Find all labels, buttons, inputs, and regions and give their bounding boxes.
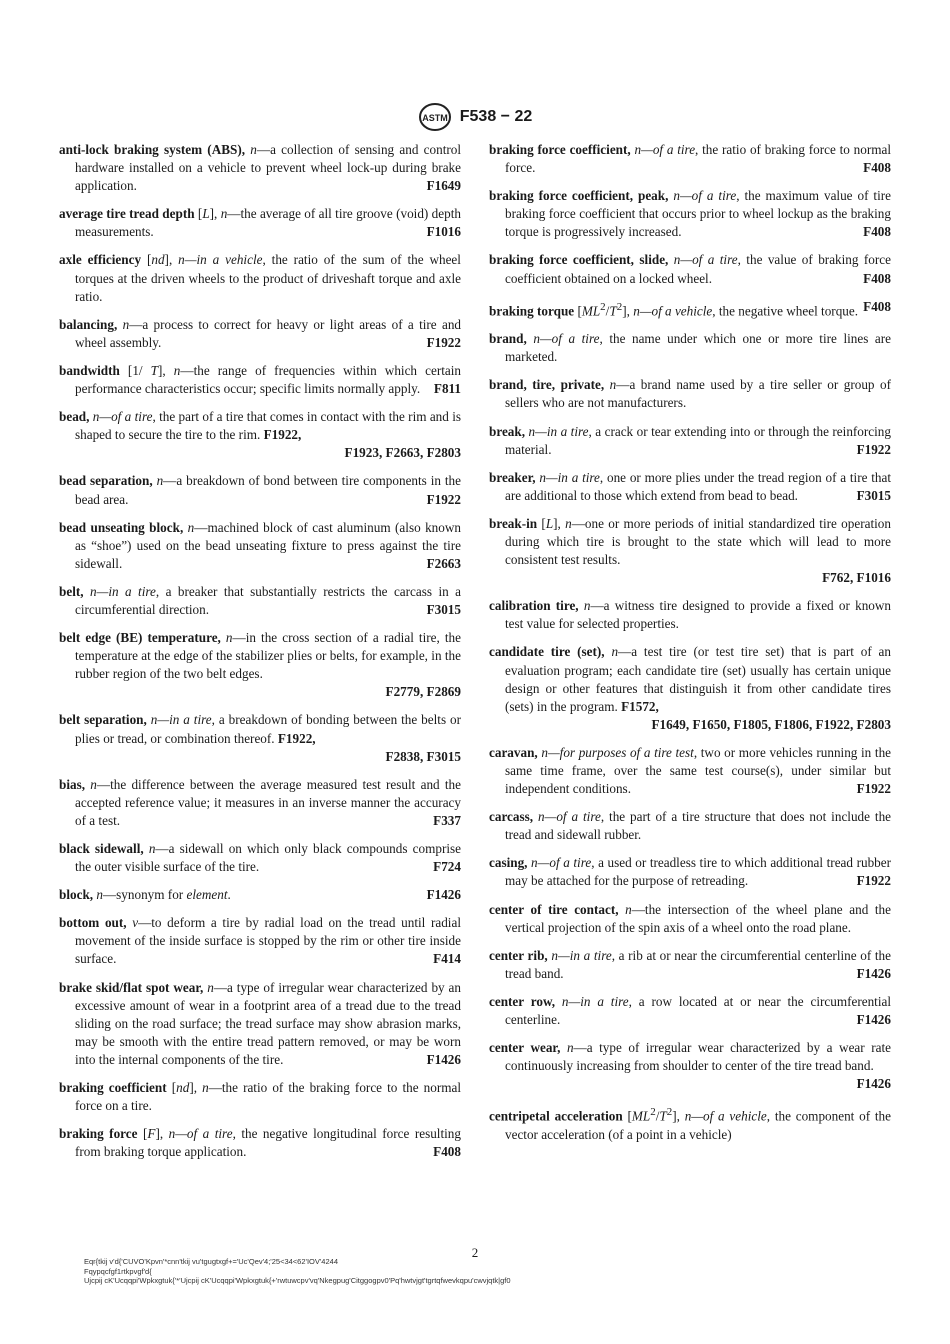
entry-reference: F1923, F2663, F2803 (344, 445, 461, 461)
glossary-entry: break, n—in a tire, a crack or tear extending into or through the reinforcing material. F1922 (489, 423, 891, 459)
entry-reference: F1426 (856, 1012, 891, 1028)
license-footer (84, 1257, 784, 1286)
entry-reference: F811 (433, 381, 461, 397)
page-header (0, 102, 950, 132)
glossary-entry: brand, n—of a tire, the name under which one or more tire lines are marketed. (489, 331, 892, 365)
glossary-entry: belt separation, n—in a tire, a breakdown of bonding between the belts or plies or tread, or combination thereof. F1922, F2838, F3015 (59, 711, 461, 765)
entry-reference: F3015 (856, 487, 891, 503)
entry-reference: F2663 (426, 555, 461, 571)
glossary-entry: center row, n—in a tire, a row located at or near the circumferential centerline. F1426 (489, 993, 891, 1029)
glossary-entry: brake skid/flat spot wear, n—a type of irregular wear characterized by an excessive amount of wear in a footprint area of a tread due to the tread sliding on the road surface; the tread surface may show abrasion marks, may be smooth with the entire tread pattern removed, or may be worn into the internal components of the tire. F1426 (59, 979, 461, 1069)
glossary-entry: break-in [L], n—one or more periods of initial standardized tire operation during which tire is brought to the state which will lead to more consistent test results. F762, F1016 (489, 515, 891, 587)
glossary-entry: brand, tire, private, n—a brand name used by a tire seller or group of sellers who are not manufacturers. (489, 377, 891, 411)
entry-reference: F408 (863, 224, 891, 240)
glossary-entry: bottom out, v—to deform a tire by radial load on the tread until radial movement of the inside surface is stopped by the rim or other tire inside surface. F414 (59, 914, 461, 968)
glossary-entry: center of tire contact, n—the intersection of the wheel plane and the vertical projection of the spin axis of a wheel onto the road plane. (489, 901, 892, 935)
entry-reference: F1922 (856, 873, 891, 889)
entry-reference: F1922 (426, 491, 461, 507)
glossary-entry: balancing, n—a process to correct for heavy or light areas of a tire and wheel assembly. F1922 (59, 316, 461, 352)
entry-reference: F1426 (856, 1076, 891, 1092)
footer-line: Fqypqcfgf1rtkpvgf'd{ (84, 1266, 152, 1276)
astm-logo-icon (418, 102, 452, 132)
glossary-entry: center rib, n—in a tire, a rib at or near the circumferential centerline of the tread band. F1426 (489, 947, 891, 983)
glossary-entry: candidate tire (set), n—a test tire (or test tire set) that is part of an evaluation program; each candidate tire (set) usually has certain unique design or other features that distinguish it from other candidate tires (sets) in the program. F1572, F1649, F1650, F1805, F1806, F1922, F2803 (489, 643, 891, 733)
glossary-entry: bias, n—the difference between the average measured test result and the accepted reference value; it measures in an inverse manner the accuracy of a test. F337 (59, 776, 461, 830)
glossary-entry: black sidewall, n—a sidewall on which only black compounds comprise the outer visible surface of the tire. F724 (59, 840, 461, 876)
glossary-entry: belt, n—in a tire, a breaker that substantially restricts the carcass in a circumferential direction. F3015 (59, 583, 461, 619)
entry-reference: F408 (863, 298, 891, 314)
svg-text:ASTM: ASTM (422, 113, 448, 123)
glossary-entry: braking force [F], n—of a tire, the negative longitudinal force resulting from braking torque application. F408 (59, 1125, 461, 1161)
standard-designation: F538 − 22 (459, 108, 533, 125)
glossary-entry: caravan, n—for purposes of a tire test, two or more vehicles running in the same time frame, over the same test course(s), under similar but independent conditions. F1922 (489, 744, 891, 798)
entry-reference: F1649 (426, 178, 461, 194)
right-column (489, 141, 891, 1154)
entry-reference: F1922 (856, 781, 891, 797)
entry-reference: F1922 (426, 334, 461, 350)
entry-reference: F2779, F2869 (385, 684, 461, 700)
entry-reference: F1922 (856, 441, 891, 457)
glossary-entry: breaker, n—in a tire, one or more plies under the tread region of a tire that are additional to those which extend from bead to bead. F3015 (489, 469, 891, 505)
entry-reference: F1426 (426, 1051, 461, 1067)
entry-reference: F1649, F1650, F1805, F1806, F1922, F2803 (651, 716, 891, 732)
entry-reference: F724 (433, 859, 461, 875)
glossary-entry: anti-lock braking system (ABS), n—a collection of sensing and control hardware installed on a vehicle to prevent wheel lock-up during brake application. F1649 (59, 141, 461, 195)
glossary-entry: braking coefficient [nd], n—the ratio of the braking force to the normal force on a tire. (59, 1080, 461, 1114)
glossary-entry: centripetal acceleration $[ML^2/T^2]$, n—of a vehicle, the component of the vector acceleration (of a point in a vehicle) (489, 1106, 891, 1142)
glossary-entry: casing, n—of a tire, a used or treadless tire to which additional tread rubber may be attached for the purpose of retreading. F1922 (489, 854, 891, 890)
glossary-entry: calibration tire, n—a witness tire designed to provide a fixed or known test value for selected properties. (489, 598, 892, 632)
entry-reference: F408 (433, 1144, 461, 1160)
glossary-entry: axle efficiency [nd], n—in a vehicle, the ratio of the sum of the wheel torques at the driven wheels to the product of driveshaft torque and axle ratio. (59, 252, 461, 304)
entry-reference: F2838, F3015 (385, 748, 461, 764)
left-column (59, 141, 461, 1171)
glossary-entry: bandwidth [1/ T], n—the range of frequencies within which certain performance characteristics occur; specific limits normally apply. F811 (59, 362, 461, 398)
entry-reference: F408 (863, 160, 891, 176)
glossary-entry: braking force coefficient, n—of a tire, the ratio of braking force to normal force. F408 (489, 141, 891, 177)
entry-reference: F408 (863, 270, 891, 286)
glossary-entry: braking force coefficient, peak, n—of a tire, the maximum value of tire braking force coefficient that occurs prior to wheel lockup as the braking torque is progressively increased. F408 (489, 187, 891, 241)
glossary-entry: block, n—synonym for element. F1426 (59, 886, 461, 904)
entry-reference: F1426 (856, 965, 891, 981)
glossary-entry: bead, n—of a tire, the part of a tire that comes in contact with the rim and is shaped to secure the tire to the rim. F1922, F1923, F2663, F2803 (59, 408, 461, 462)
glossary-entry: bead unseating block, n—machined block of cast aluminum (also known as “shoe”) used on the bead unseating fixture to press against the tire sidewall. F2663 (59, 519, 461, 573)
glossary-entry: bead separation, n—a breakdown of bond between tire components in the bead area. F1922 (59, 472, 461, 508)
glossary-entry: braking torque $[ML^2/T^2]$, n—of a vehicle, the negative wheel torque. F408 (489, 298, 891, 319)
entry-reference: F762, F1016 (822, 570, 891, 586)
entry-reference: F414 (433, 951, 461, 967)
glossary-entry: braking force coefficient, slide, n—of a tire, the value of braking force coefficient obtained on a locked wheel. F408 (489, 251, 891, 287)
glossary-entry: center wear, n—a type of irregular wear characterized by a wear rate continuously increasing from shoulder to center of the tire tread band. F1426 (489, 1039, 891, 1093)
glossary-entry: average tire tread depth [L], n—the average of all tire groove (void) depth measurements. F1016 (59, 205, 461, 241)
footer-line: Ujcpij cK'Ucqqpi'Wpkxgtuk{'*'Ujcpij cK'Ucqqpi'Wpkxgtuk{+'rwtuwcpv'vq'Nkegpug'Citggogpv0'Pq'hwtvjgt'tgrtqfwevkqpu'cwvjqtk|gf0 (84, 1276, 511, 1285)
entry-reference: F1016 (426, 224, 461, 240)
entry-reference: F337 (433, 812, 461, 828)
entry-reference: F3015 (426, 601, 461, 617)
glossary-entry: belt edge (BE) temperature, n—in the cross section of a radial tire, the temperature at the edge of the stabilizer plies or belts, for example, in the rubber region of the two belt edges. F2779, F2869 (59, 629, 461, 701)
entry-reference: F1426 (426, 887, 461, 903)
page-number: 2 (471, 1245, 479, 1260)
glossary-entry: carcass, n—of a tire, the part of a tire structure that does not include the tread and sidewall rubber. (489, 809, 892, 843)
footer-line: Eqr{tkij v'd{'CUVO'Kpvn'*cnn'tkij vu'tgugtxgf+='Uc'Qev'4;'25<34<62'IOV'4244 (84, 1257, 338, 1266)
